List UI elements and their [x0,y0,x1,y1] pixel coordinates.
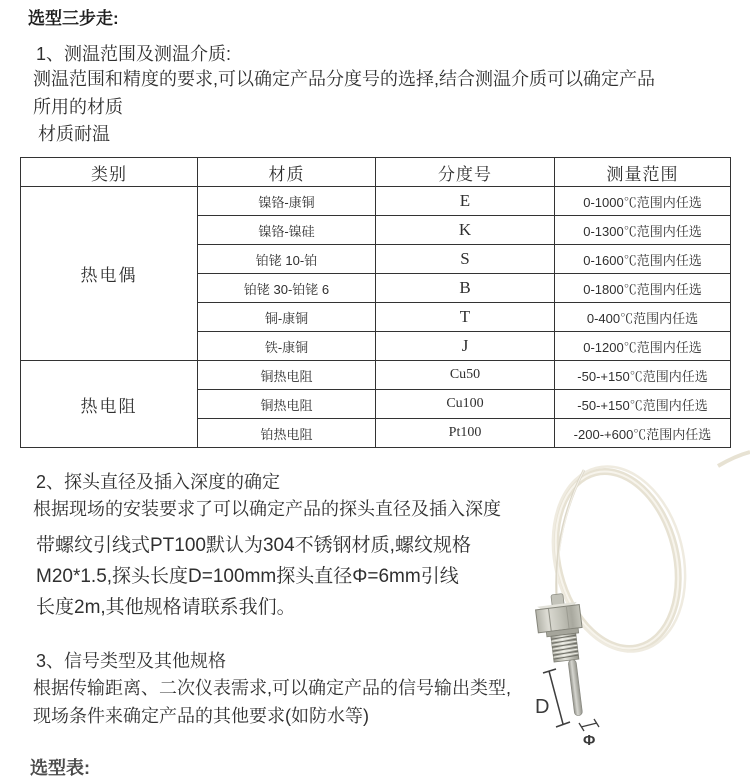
index-cell: T [376,303,555,332]
material-cell: 镍铬-康铜 [198,187,376,216]
section3-line2: 现场条件来确定产品的其他要求(如防水等) [33,706,369,726]
section3-line1: 根据传输距离、二次仪表需求,可以确定产品的信号输出类型, [33,678,511,698]
category-cell: 热电偶 [21,187,198,361]
material-cell: 铂铑 10-铂 [198,245,376,274]
index-cell: K [376,216,555,245]
range-cell: 0-1600℃范围内任选 [555,245,731,274]
range-cell: 0-1000℃范围内任选 [555,187,731,216]
index-cell: Pt100 [376,419,555,448]
section1-line3: 材质耐温 [38,124,110,144]
index-cell: Cu100 [376,390,555,419]
range-cell: 0-400℃范围内任选 [555,303,731,332]
section2-line1: 根据现场的安装要求了可以确定产品的探头直径及插入深度 [33,499,501,519]
index-cell: J [376,332,555,361]
table-row [21,361,731,390]
range-cell: -200-+600℃范围内任选 [555,419,731,448]
category-cell: 热电阻 [21,361,198,448]
table-header-row [21,158,731,187]
material-cell: 镍铬-镍硅 [198,216,376,245]
probe-product-image [495,450,750,762]
table-row [21,187,731,216]
dim-length-label: D [535,696,550,718]
selection-table-body [21,187,731,448]
material-cell: 铜-康铜 [198,303,376,332]
range-cell: -50-+150℃范围内任选 [555,361,731,390]
column-header: 材质 [198,158,376,187]
material-cell: 铜热电阻 [198,361,376,390]
index-cell: Cu50 [376,361,555,390]
selection-table-head [21,158,731,187]
section1-heading: 1、测温范围及测温介质: [36,44,232,64]
section2-spec-line3: 长度2m,其他规格请联系我们。 [36,597,296,618]
range-cell: -50-+150℃范围内任选 [555,390,731,419]
section2-spec-line2: M20*1.5,探头长度D=100mm探头直径Φ=6mm引线 [36,566,459,587]
section2-spec-line1: 带螺纹引线式PT100默认为304不锈钢材质,螺纹规格 [36,535,471,556]
range-cell: 0-1300℃范围内任选 [555,216,731,245]
dim-diameter-label: Φ [583,732,596,749]
section1-line2: 所用的材质 [33,97,123,117]
index-cell: E [376,187,555,216]
bottom-cutoff-text: 选型表: [30,758,90,778]
material-cell: 铂热电阻 [198,419,376,448]
column-header: 测量范围 [555,158,731,187]
column-header: 类别 [21,158,198,187]
index-cell: B [376,274,555,303]
index-cell: S [376,245,555,274]
material-cell: 铂铑 30-铂铑 6 [198,274,376,303]
section1-line1: 测温范围和精度的要求,可以确定产品分度号的选择,结合测温介质可以确定产品 [33,69,655,89]
section3-heading: 3、信号类型及其他规格 [36,651,227,671]
section2-heading: 2、探头直径及插入深度的确定 [36,472,281,492]
material-cell: 铜热电阻 [198,390,376,419]
range-cell: 0-1200℃范围内任选 [555,332,731,361]
column-header: 分度号 [376,158,555,187]
selection-table [20,157,731,448]
page-title: 选型三步走: [28,9,119,28]
material-cell: 铁-康铜 [198,332,376,361]
range-cell: 0-1800℃范围内任选 [555,274,731,303]
